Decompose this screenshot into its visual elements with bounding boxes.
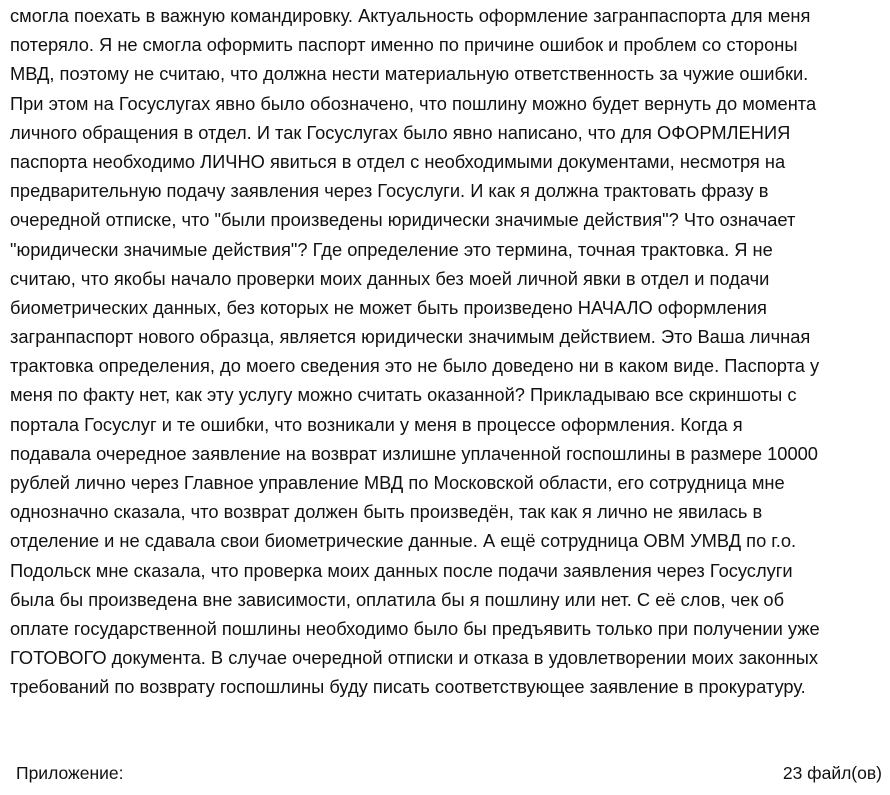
text-line: однозначно сказала, что возврат должен быть произведён, так как я лично не явилась в (10, 501, 763, 523)
text-line: личного обращения в отдел. И так Госуслугах было явно написано, что для ОФОРМЛЕНИЯ (10, 121, 791, 143)
text-line: ГОТОВОГО документа. В случае очередной отписки и отказа в удовлетворении моих законных (10, 647, 819, 669)
text-line: предварительную подачу заявления через Госуслуги. И как я должна трактовать фразу в (10, 180, 769, 202)
text-line: очередной отписке, что "были произведены юридически значимые действия"? Что означает (10, 209, 796, 231)
text-line: была бы произведена вне зависимости, оплатила бы я пошлину или нет. С её слов, чек об (10, 588, 785, 610)
text-line: оплате государственной пошлины необходимо было бы предъявить только при получении уже (10, 617, 820, 639)
text-line: считаю, что якобы начало проверки моих данных без моей личной явки в отдел и подачи (10, 267, 770, 289)
text-line: отделение и не сдавала свои биометрические данные. А ещё сотрудница ОВМ УМВД по г.о. (10, 530, 797, 552)
text-line: МВД, поэтому не считаю, что должна нести материальную ответственность за чужие ошибки. (10, 63, 809, 85)
text-line: трактовка определения, до моего сведения это не было доведено ни в каком виде. Паспорта у (10, 355, 820, 377)
attachment-label: Приложение: (16, 762, 124, 783)
text-line: потеряло. Я не смогла оформить паспорт именно по причине ошибок и проблем со стороны (10, 34, 798, 56)
text-line: подавала очередное заявление на возврат излишне уплаченной госпошлины в размере 10000 (10, 442, 818, 464)
text-line: рублей лично через Главное управление МВД по Московской области, его сотрудница мне (10, 472, 785, 493)
text-line: загранпаспорт нового образца, является юридически значимым действием. Это Ваша личная (10, 326, 811, 348)
text-line: Подольск мне сказала, что проверка моих данных после подачи заявления через Госуслуги (10, 559, 793, 581)
text-line: "юридически значимые действия"? Где определение это термина, точная трактовка. Я не (10, 238, 773, 260)
text-line: меня по факту нет, как эту услугу можно считать оказанной? Прикладываю все скриншоты с (10, 384, 797, 406)
text-line: портала Госуслуг и те ошибки, что возникали у меня в процессе оформления. Когда я (10, 413, 743, 435)
text-line: При этом на Госуслугах явно было обозначено, что пошлину можно будет вернуть до момента (10, 92, 817, 114)
attachment-count-link[interactable]: 23 файл(ов) (782, 762, 882, 783)
text-line: биометрических данных, без которых не может быть произведено НАЧАЛО оформления (10, 296, 767, 318)
text-line: смогла поехать в важную командировку. Актуальность оформление загранпаспорта для меня (10, 5, 811, 26)
text-line: паспорта необходимо ЛИЧНО явиться в отдел с необходимыми документами, несмотря на (10, 150, 786, 172)
attachments-footer (16, 759, 882, 787)
text-line: требований по возврату госпошлины буду писать соответствующее заявление в прокуратуру. (10, 676, 806, 698)
document-body (10, 1, 888, 702)
